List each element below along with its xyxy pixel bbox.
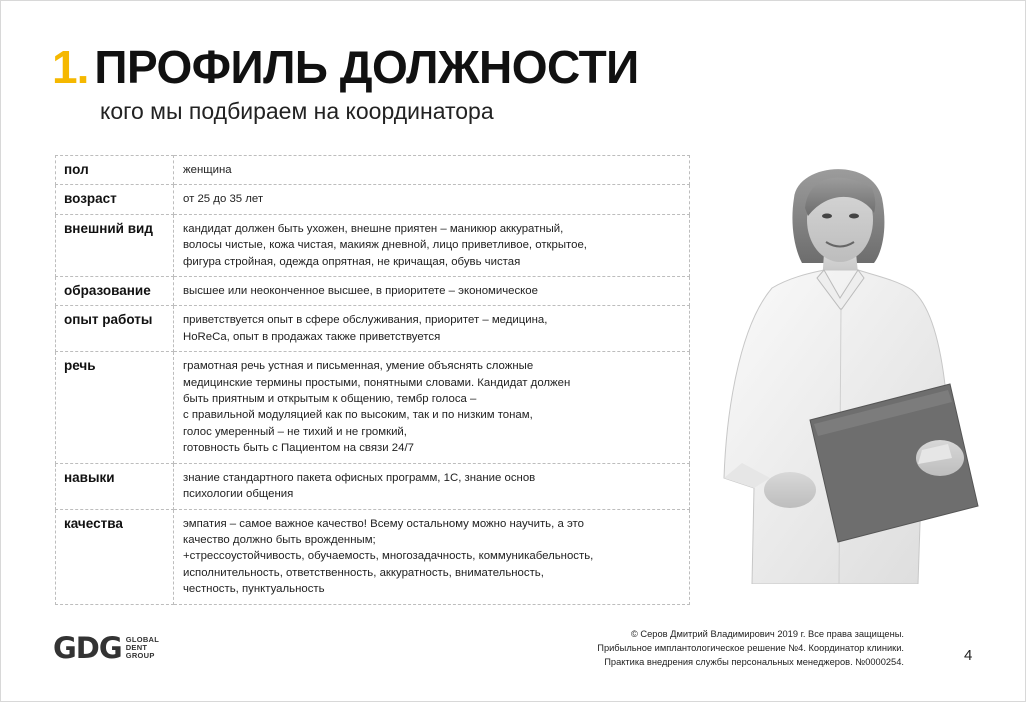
value-line: эмпатия – самое важное качество! Всему остальному можно научить, а это <box>183 517 584 530</box>
page-title <box>52 40 639 94</box>
profile-table <box>55 155 690 605</box>
section-number: 1. <box>52 41 89 93</box>
profile-row-value <box>174 463 690 509</box>
profile-row-value <box>174 277 690 306</box>
value-line: качество должно быть врожденным; <box>183 533 376 546</box>
value-line: голос умеренный – не тихий и не громкий, <box>183 425 407 438</box>
profile-row-label: пол <box>56 156 174 185</box>
profile-row <box>56 306 690 352</box>
profile-row-label: образование <box>56 277 174 306</box>
profile-row-value <box>174 509 690 604</box>
value-line: знание стандартного пакета офисных программ, 1С, знание основ <box>183 471 536 484</box>
profile-row <box>56 156 690 185</box>
profile-row-label: качества <box>56 509 174 604</box>
value-line: фигура стройная, одежда опрятная, не кричащая, обувь чистая <box>183 255 521 268</box>
copyright-footer <box>597 627 904 669</box>
profile-row <box>56 509 690 604</box>
value-line: психологии общения <box>183 488 294 501</box>
value-line: исполнительность, ответственность, аккуратность, внимательность, <box>183 566 544 579</box>
profile-row-label: возраст <box>56 185 174 214</box>
value-line: высшее или неоконченное высшее, в приоритете – экономическое <box>183 285 538 298</box>
value-line: кандидат должен быть ухожен, внешне приятен – маникюр аккуратный, <box>183 222 564 235</box>
value-line: приветствуется опыт в сфере обслуживания, приоритет – медицина, <box>183 314 548 327</box>
profile-row-value <box>174 352 690 463</box>
logo-word: DENT <box>125 643 148 652</box>
logo-word: GROUP <box>125 651 155 660</box>
profile-row-value <box>174 214 690 276</box>
profile-row-value <box>174 156 690 185</box>
logo-words <box>126 636 159 660</box>
value-line: грамотная речь устная и письменная, умение объяснять сложные <box>183 360 534 373</box>
value-line: +стрессоустойчивость, обучаемость, многозадачность, коммуникабельность, <box>183 550 594 563</box>
value-line: волосы чистые, кожа чистая, макияж дневной, лицо приветливое, открытое, <box>183 239 587 252</box>
value-line: готовность быть с Пациентом на связи 24/7 <box>183 442 414 455</box>
profile-row-label: навыки <box>56 463 174 509</box>
profile-row <box>56 277 690 306</box>
footer-line: Прибыльное имплантологическое решение №4. Координатор клиники. <box>597 643 904 653</box>
value-line: медицинские термины простыми, понятными словами. Кандидат должен <box>183 376 571 389</box>
woman-with-clipboard-photo <box>712 158 980 584</box>
value-line: с правильной модуляцией как по высоким, так и по низким тонам, <box>183 409 533 422</box>
footer-line: Практика внедрения службы персональных менеджеров. №0000254. <box>604 657 904 667</box>
page-number: 4 <box>964 647 973 664</box>
value-line: HoReCa, опыт в продажах также приветствуется <box>183 330 441 343</box>
profile-row <box>56 463 690 509</box>
profile-row-value <box>174 185 690 214</box>
page-subtitle: кого мы подбираем на координатора <box>100 98 494 124</box>
logo-word: GLOBAL <box>125 635 160 644</box>
logo-mark: GDG <box>53 631 122 665</box>
gdg-logo <box>53 631 159 665</box>
profile-row-value <box>174 306 690 352</box>
value-line: быть приятным и открытым к общению, тембр голоса – <box>183 393 477 406</box>
value-line: женщина <box>183 164 232 176</box>
title-text: ПРОФИЛЬ ДОЛЖНОСТИ <box>94 41 639 93</box>
value-line: честность, пунктуальность <box>183 583 325 596</box>
profile-row <box>56 352 690 463</box>
profile-row-label: речь <box>56 352 174 463</box>
profile-row-label: внешний вид <box>56 214 174 276</box>
profile-row-label: опыт работы <box>56 306 174 352</box>
value-line: от 25 до 35 лет <box>183 193 264 206</box>
profile-row <box>56 214 690 276</box>
profile-row <box>56 185 690 214</box>
footer-line: © Серов Дмитрий Владимирович 2019 г. Все права защищены. <box>630 629 904 639</box>
